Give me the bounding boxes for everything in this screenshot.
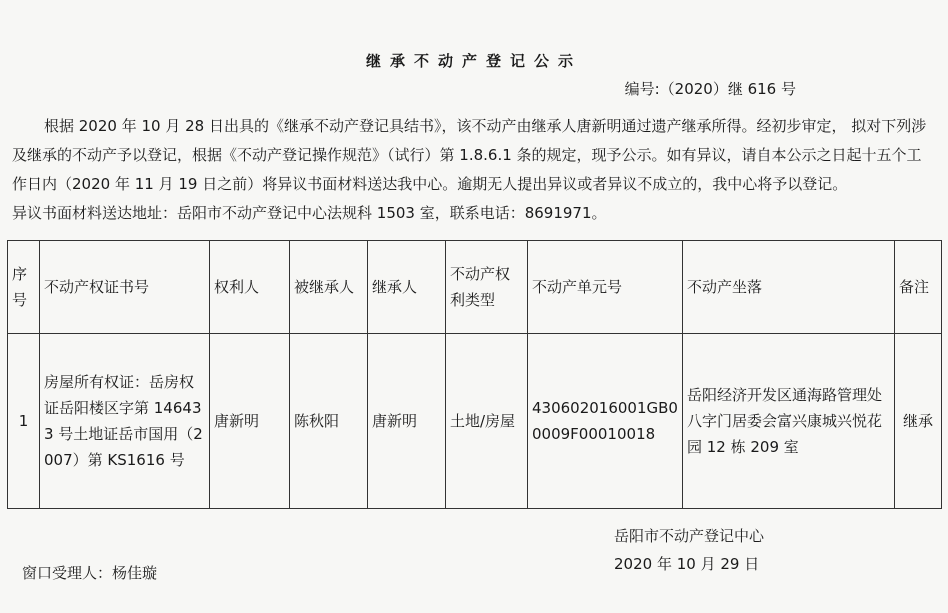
cell-heir: 唐新明 — [368, 334, 446, 509]
cell-no: 1 — [8, 334, 40, 509]
cell-decedent: 陈秋阳 — [290, 334, 368, 509]
signature-block — [614, 522, 764, 578]
header-remark: 备注 — [895, 241, 942, 334]
document-number: 编号:（2020）继 616 号 — [624, 80, 796, 98]
cell-owner: 唐新明 — [210, 334, 290, 509]
signer-org: 岳阳市不动产登记中心 — [614, 527, 765, 545]
table-row — [8, 334, 942, 509]
cell-location: 岳阳经济开发区通海路管理处八字门居委会富兴康城兴悦花园 12 栋 209 室 — [683, 334, 895, 509]
signer-date: 2020 年 10 月 29 日 — [614, 555, 760, 573]
header-owner: 权利人 — [210, 241, 290, 334]
cell-cert: 房屋所有权证：岳房权证岳阳楼区字第 146433 号土地证岳市国用（2007）第 KS1616 号 — [40, 334, 210, 509]
header-type: 不动产权利类型 — [446, 241, 528, 334]
notice-body — [12, 112, 932, 228]
window-clerk: 窗口受理人：杨佳璇 — [22, 564, 158, 582]
header-no: 序号 — [8, 241, 40, 334]
header-unit: 不动产单元号 — [528, 241, 683, 334]
registration-table — [7, 240, 942, 509]
table-header-row — [8, 241, 942, 334]
header-cert: 不动产权证书号 — [40, 241, 210, 334]
objection-address: 异议书面材料送达地址：岳阳市不动产登记中心法规科 1503 室，联系电话：8691971。 — [12, 204, 607, 222]
notice-paragraph: 根据 2020 年 10 月 28 日出具的《继承不动产登记具结书》，该不动产由继承人唐新明通过遗产继承所得。经初步审定， 拟对下列涉及继承的不动产予以登记，根据《不动产登记操作规范》（试行）第 1.8.6.1 条的规定，现予公示。如有异议，请自本公示之日起十五个工作日内（2020 年 11 月 19 日之前）将异议书面材料送达我中心。逾期无人提出异议或者异议不成立的，我中心将予以登记。 — [12, 117, 927, 193]
header-heir: 继承人 — [368, 241, 446, 334]
cell-remark: 继承 — [895, 334, 942, 509]
cell-type: 土地/房屋 — [446, 334, 528, 509]
header-location: 不动产坐落 — [683, 241, 895, 334]
cell-unit: 430602016001GB00009F00010018 — [528, 334, 683, 509]
header-decedent: 被继承人 — [290, 241, 368, 334]
notice-title: 继承不动产登记公示 — [365, 52, 582, 70]
